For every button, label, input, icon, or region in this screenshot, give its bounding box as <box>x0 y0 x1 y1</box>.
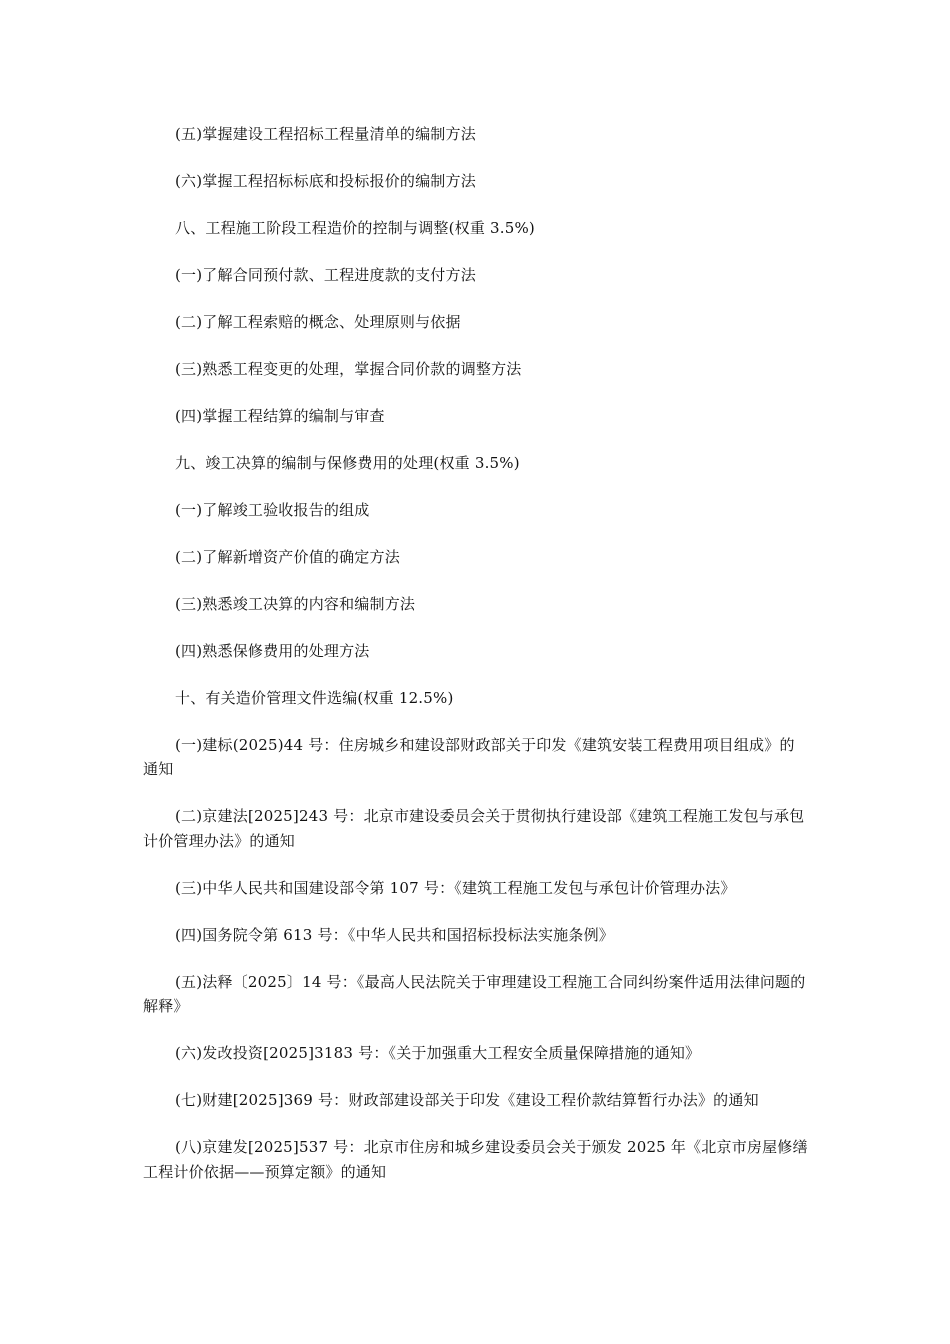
paragraph-11: (三)熟悉竣工决算的内容和编制方法 <box>175 595 416 613</box>
paragraph-19: (六)发改投资[2025]3183 号：《关于加强重大工程安全质量保障措施的通知》 <box>175 1044 701 1063</box>
paragraph-10: (二)了解新增资产价值的确定方法 <box>175 548 400 566</box>
paragraph-4: (一)了解合同预付款、工程进度款的支付方法 <box>175 266 476 284</box>
paragraph-6: (三)熟悉工程变更的处理，掌握合同价款的调整方法 <box>175 360 522 378</box>
section-heading-9: 九、竣工决算的编制与保修费用的处理(权重 3.5%) <box>175 454 520 472</box>
paragraph-21: (八)京建发[2025]537 号：北京市住房和城乡建设委员会关于颁发 2025 年《北京市房屋修缮工程计价依据——预算定额》的通知 <box>143 1138 808 1181</box>
paragraph-9: (一)了解竣工验收报告的组成 <box>175 501 370 519</box>
paragraph-18: (五)法释〔2025〕14 号：《最高人民法院关于审理建设工程施工合同纠纷案件适用法律问题的解释》 <box>143 972 806 1016</box>
paragraph-7: (四)掌握工程结算的编制与审查 <box>175 407 385 425</box>
paragraph-1: (五)掌握建设工程招标工程量清单的编制方法 <box>175 125 476 143</box>
paragraph-17: (四)国务院令第 613 号：《中华人民共和国招标投标法实施条例》 <box>175 925 614 944</box>
section-heading-8: 八、工程施工阶段工程造价的控制与调整(权重 3.5%) <box>175 219 535 237</box>
paragraph-12: (四)熟悉保修费用的处理方法 <box>175 642 370 660</box>
paragraph-14: (一)建标(2025)44 号：住房城乡和建设部财政部关于印发《建筑安装工程费用项目组成》的通知 <box>143 736 795 779</box>
paragraph-16: (三)中华人民共和国建设部令第 107 号：《建筑工程施工发包与承包计价管理办法》 <box>175 878 736 897</box>
paragraph-5: (二)了解工程索赔的概念、处理原则与依据 <box>175 313 461 331</box>
paragraph-2: (六)掌握工程招标标底和投标报价的编制方法 <box>175 172 476 190</box>
section-heading-10: 十、有关造价管理文件选编(权重 12.5%) <box>175 689 454 707</box>
paragraph-20: (七)财建[2025]369 号：财政部建设部关于印发《建设工程价款结算暂行办法》的通知 <box>175 1091 759 1110</box>
paragraph-15: (二)京建法[2025]243 号：北京市建设委员会关于贯彻执行建设部《建筑工程施工发包与承包计价管理办法》的通知 <box>143 807 805 850</box>
document-body <box>143 122 808 1207</box>
